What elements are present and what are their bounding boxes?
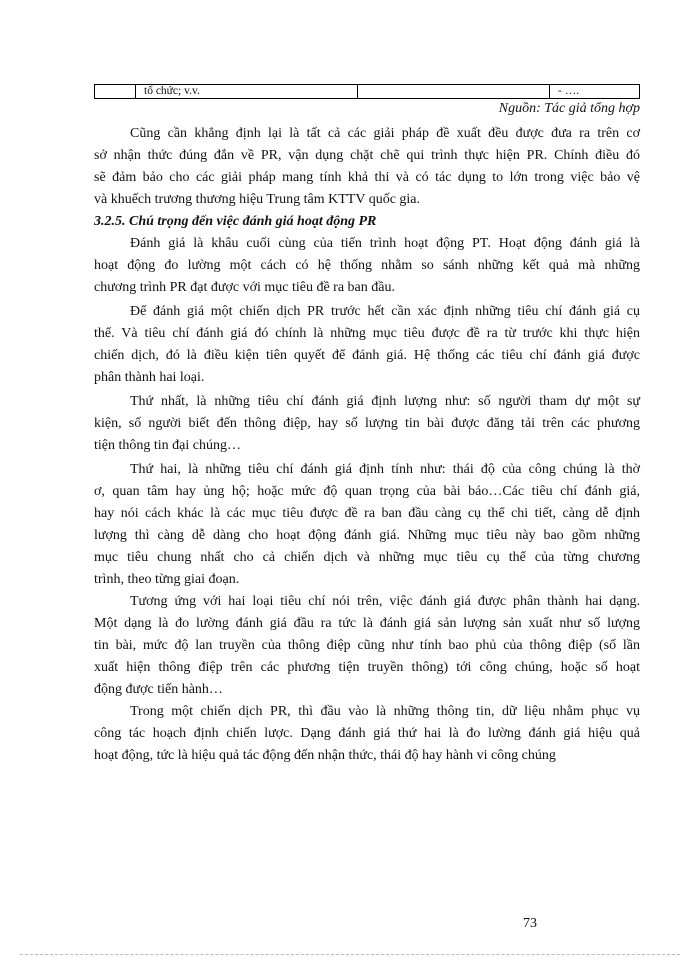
source-note: Nguồn: Tác giả tổng hợp <box>498 101 640 116</box>
text-line: Thứ nhất, là những tiêu chí đánh giá định lượng như: số người tham dự một sự <box>130 394 640 409</box>
text-line: chiến dịch, đó là điều kiện tiên quyết để đánh giá. Hệ thống các tiêu chí đánh giá được <box>94 348 640 363</box>
page-number: 73 <box>523 916 537 931</box>
text-line: thể. Và tiêu chí đánh giá đó chính là những mục tiêu được đề ra từ trước khi thực hiện <box>94 326 640 341</box>
text-line: lượng thì càng dễ dàng cho hoạt động đánh giá. Những mục tiêu này bao gồm những <box>94 528 640 543</box>
text-line: Tương ứng với hai loại tiêu chí nói trên, việc đánh giá được phân thành hai dạng. <box>130 594 640 609</box>
text-line: kiện, số người biết đến thông điệp, hay số lượng tin bài được đăng tải trên các phương <box>94 416 640 431</box>
text-line: tin bài, mức độ lan truyền của thông điệp cũng như tính bao phủ của thông điệp (số lần <box>94 638 640 653</box>
text-line: tiện thông tin đại chúng… <box>94 438 241 453</box>
text-line: trình, theo từng giai đoạn. <box>94 572 240 587</box>
text-line: hoạt động, tức là hiệu quả tác động đến nhận thức, thái độ hay hành vi công chúng <box>94 748 556 763</box>
text-line: mục tiêu chung nhất cho cả chiến dịch và những mục tiêu cụ thể của từng chương <box>94 550 640 565</box>
table-cell <box>95 85 135 98</box>
text-line: ơ, quan tâm hay ủng hộ; hoặc mức độ quan trọng của bài báo…Các tiêu chí đánh giá, <box>94 484 640 499</box>
text-line: công tác hoạch định chiến lược. Dạng đánh giá thứ hai là đo lường đánh giá hiệu quả <box>94 726 640 741</box>
text-line: Thứ hai, là những tiêu chí đánh giá định tính như: thái độ của công chúng là thờ <box>130 462 640 477</box>
text-line: Đánh giá là khâu cuối cùng của tiến trình hoạt động PT. Hoạt động đánh giá là <box>130 236 640 251</box>
text-line: động được tiến hành… <box>94 682 223 697</box>
text-line: xuất hiện thông điệp trên các phương tiện truyền thông) tới công chúng, hoặc số hoạt <box>94 660 640 675</box>
text-line: và khuếch trương thương hiệu Trung tâm KTTV quốc gia. <box>94 192 421 207</box>
text-line: sẽ đảm bảo cho các giải pháp mang tính khả thi và có tác dụng to lớn trong việc bảo vệ <box>94 170 640 185</box>
text-line: Cũng cần khẳng định lại là tất cả các giải pháp đề xuất đều được đưa ra trên cơ <box>130 126 640 141</box>
text-line: Một dạng là đo lường đánh giá đầu ra tức là đánh giá sản lượng sản xuất như số lượng <box>94 616 640 631</box>
text-line: phân thành hai loại. <box>94 370 205 385</box>
text-line: chương trình PR đạt được với mục tiêu đề ra ban đầu. <box>94 280 395 295</box>
table-cell <box>357 85 550 98</box>
section-heading: 3.2.5. Chú trọng đến việc đánh giá hoạt động PR <box>94 214 377 229</box>
text-line: Để đánh giá một chiến dịch PR trước hết cần xác định những tiêu chí đánh giá cụ <box>130 304 640 319</box>
text-line: hoạt động đo lường một cách có hệ thống nhằm so sánh những kết quả mà những <box>94 258 640 273</box>
table-fragment <box>94 84 640 99</box>
table-cell: - …. <box>549 85 639 98</box>
text-line: hay nói cách khác là các mục tiêu được đề ra ban đầu càng cụ thể chi tiết, càng dễ định <box>94 506 640 521</box>
text-line: sở nhận thức đúng đắn về PR, vận dụng chặt chẽ qui trình thực hiện PR. Chính điều đó <box>94 148 640 163</box>
text-line: Trong một chiến dịch PR, thì đầu vào là những thông tin, dữ liệu nhằm phục vụ <box>130 704 640 719</box>
table-cell: tổ chức; v.v. <box>135 85 357 98</box>
page-divider <box>20 954 680 955</box>
